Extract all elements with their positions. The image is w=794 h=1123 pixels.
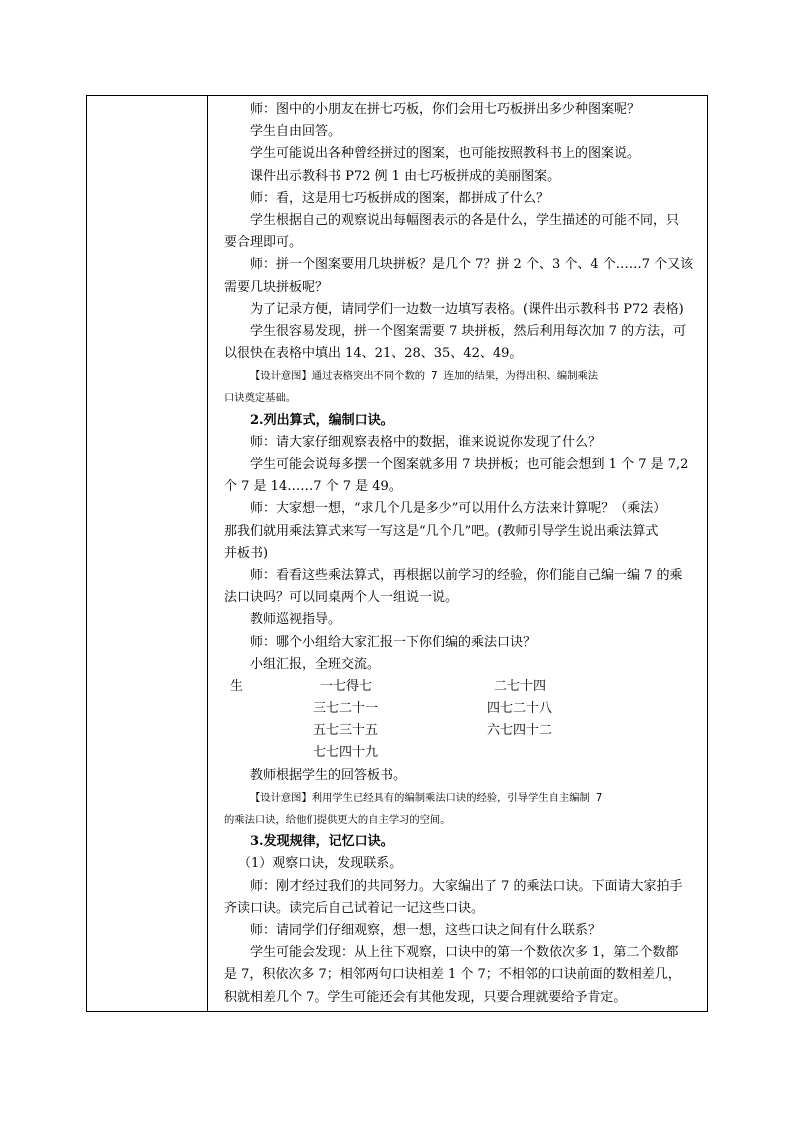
- rhyme-item: 七七四十九: [313, 745, 379, 761]
- text-line: 那我们就用乘法算式来写一写这是“几个几”吧。(教师引导学生说出乘法算式: [224, 523, 659, 539]
- text-line: 学生可能说出各种曾经拼过的图案，也可能按照教科书上的图案说。: [250, 146, 641, 162]
- rhyme-item: 六七四十二: [487, 723, 553, 739]
- text-line: 师：看，这是用七巧板拼成的图案，都拼成了什么？: [250, 190, 550, 206]
- rhyme-row: [224, 676, 704, 698]
- text-line: 学生很容易发现，拼一个图案需要 7 块拼板，然后利用每次加 7 的方法，可: [250, 323, 687, 339]
- text-line: 学生可能会发现：从上往下观察，口诀中的第一个数依次多 1，第二个数都: [250, 945, 679, 961]
- text-line: 师：拼一个图案要用几块拼板？是几个 7？拼 2 个、3 个、4 个……7 个又该: [250, 257, 694, 273]
- rhyme-row: [224, 698, 704, 720]
- text-line: 学生自由回答。: [250, 124, 342, 140]
- text-line: 积就相差几个 7。学生可能还会有其他发现，只要合理就要给予肯定。: [224, 989, 627, 1005]
- text-line: 教师巡视指导。: [250, 612, 342, 628]
- text-line: 法口诀吗？可以同桌两个人一组说一说。: [224, 590, 459, 606]
- rhyme-row: [224, 720, 704, 742]
- design-intent-note: 口诀奠定基础。: [224, 392, 297, 405]
- text-line: 师：请大家仔细观察表格中的数据，谁来说说你发现了什么？: [250, 434, 602, 450]
- section-heading: 3.发现规律，记忆口诀。: [250, 834, 394, 850]
- text-line: 齐读口诀。读完后自己试着记一记这些口诀。: [224, 900, 485, 916]
- lesson-table: [86, 95, 708, 1012]
- speaker-label: 生: [230, 678, 244, 694]
- rhyme-item: 五七三十五: [313, 723, 379, 739]
- rhyme-item: 四七二十八: [487, 701, 553, 717]
- design-intent-note: 的乘法口诀，给他们提供更大的自主学习的空间。: [224, 814, 451, 826]
- text-line: 课件出示教科书 P72 例 1 由七巧板拼成的美丽图案。: [250, 168, 561, 184]
- text-line: 师：哪个小组给大家汇报一下你们编的乘法口诀？: [250, 634, 537, 650]
- text-line: 需要几块拼板呢？: [224, 279, 329, 295]
- design-intent-note: 【设计意图】通过表格突出不同个数的 7 连加的结果，为得出积、编制乘法: [250, 370, 599, 383]
- text-line: 师：刚才经过我们的共同努力。大家编出了 7 的乘法口诀。下面请大家拍手: [250, 878, 683, 894]
- column-divider: [207, 96, 208, 1011]
- lesson-content: [224, 99, 704, 1009]
- text-line: 学生根据自己的观察说出每幅图表示的各是什么，学生描述的可能不同，只: [250, 212, 680, 228]
- rhyme-item: 二七十四: [494, 678, 547, 694]
- text-line: 小组汇报，全班交流。: [250, 656, 381, 672]
- text-line: 要合理即可。: [224, 235, 303, 251]
- text-line: 以很快在表格中填出 14、21、28、35、42、49。: [224, 346, 523, 362]
- text-line: 师：大家想一想，“求几个几是多少”可以用什么方法来计算呢？（乘法）: [250, 501, 667, 517]
- text-line: 并板书): [224, 545, 269, 561]
- section-heading: 2.列出算式，编制口诀。: [250, 412, 394, 428]
- text-line: 为了记录方便，请同学们一边数一边填写表格。(课件出示教科书 P72 表格): [250, 301, 684, 317]
- rhyme-row: [224, 742, 704, 764]
- rhyme-item: 一七得七: [320, 678, 373, 694]
- design-intent-note: 【设计意图】利用学生已经具有的编制乘法口诀的经验，引导学生自主编制 7: [250, 791, 603, 804]
- rhyme-item: 三七二十一: [313, 701, 379, 717]
- text-line: 师：看看这些乘法算式，再根据以前学习的经验，你们能自己编一编 7 的乘: [250, 567, 683, 583]
- text-line: 教师根据学生的回答板书。: [250, 767, 407, 783]
- text-line: 个 7 是 14……7 个 7 是 49。: [224, 479, 402, 495]
- text-line: （1）观察口诀，发现联系。: [238, 856, 403, 872]
- text-line: 学生可能会说每多摆一个图案就多用 7 块拼板；也可能会想到 1 个 7 是 7,2: [250, 457, 689, 472]
- text-line: 师：图中的小朋友在拼七巧板，你们会用七巧板拼出多少种图案呢？: [250, 102, 641, 117]
- text-line: 师：请同学们仔细观察，想一想，这些口诀之间有什么联系？: [250, 922, 602, 938]
- text-line: 是 7，积依次多 7；相邻两句口诀相差 1 个 7；不相邻的口诀前面的数相差几，: [224, 967, 681, 983]
